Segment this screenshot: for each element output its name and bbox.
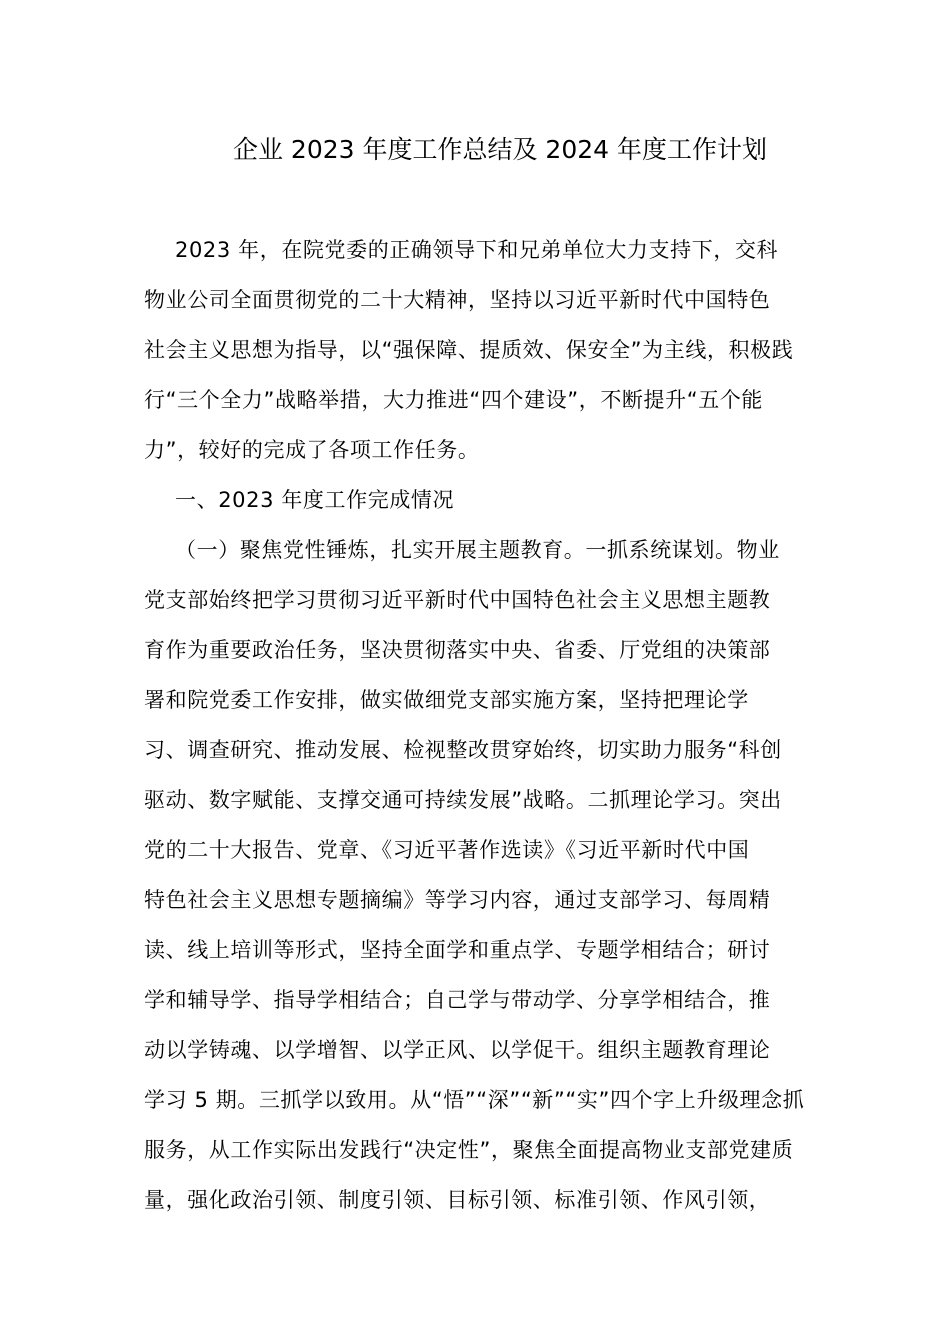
document-title: 企业 2023 年度工作总结及 2024 年度工作计划 (232, 135, 768, 164)
paragraph-line: 动以学铸魂、以学增智、以学正风、以学促干。组织主题教育理论 (144, 1038, 771, 1062)
paragraph-line: 学习 5 期。三抓学以致用。从“悟”“深”“新”“实”四个字上升级理念抓 (144, 1088, 805, 1112)
paragraph-line: 服务，从工作实际出发践行“决定性”，聚焦全面提高物业支部党建质 (144, 1138, 794, 1162)
paragraph-line: 党的二十大报告、党章、《习近平著作选读》《习近平新时代中国 (144, 838, 750, 862)
paragraph-line: 习、调查研究、推动发展、检视整改贯穿始终，切实助力服务“科创 (144, 738, 782, 762)
paragraph-line: 驱动、数字赋能、支撑交通可持续发展”战略。二抓理论学习。突出 (144, 788, 782, 812)
paragraph-line: 力”，较好的完成了各项工作任务。 (144, 438, 480, 462)
section-heading: 一、2023 年度工作完成情况 (175, 488, 455, 512)
paragraph-line: （一）聚焦党性锤炼，扎实开展主题教育。一抓系统谋划。物业 (175, 538, 780, 562)
paragraph-line: 2023 年，在院党委的正确领导下和兄弟单位大力支持下，交科 (175, 238, 779, 262)
document-body (144, 230, 814, 1230)
paragraph-line: 特色社会主义思想专题摘编》等学习内容，通过支部学习、每周精 (144, 888, 771, 912)
paragraph-line: 行“三个全力”战略举措，大力推进“四个建设”，不断提升“五个能 (144, 388, 763, 412)
paragraph-line: 物业公司全面贯彻党的二十大精神，坚持以习近平新时代中国特色 (144, 288, 771, 312)
paragraph-line: 社会主义思想为指导，以“强保障、提质效、保安全”为主线，积极践 (144, 338, 794, 362)
paragraph-line: 读、线上培训等形式，坚持全面学和重点学、专题学相结合；研讨 (144, 938, 771, 962)
paragraph-line: 量，强化政治引领、制度引领、目标引领、标准引领、作风引领， (144, 1188, 771, 1212)
paragraph-line: 育作为重要政治任务，坚决贯彻落实中央、省委、厅党组的决策部 (144, 638, 771, 662)
paragraph-line: 学和辅导学、指导学相结合；自己学与带动学、分享学相结合，推 (144, 988, 771, 1012)
paragraph-line: 署和院党委工作安排，做实做细党支部实施方案，坚持把理论学 (144, 688, 749, 712)
paragraph-line: 党支部始终把学习贯彻习近平新时代中国特色社会主义思想主题教 (144, 588, 771, 612)
